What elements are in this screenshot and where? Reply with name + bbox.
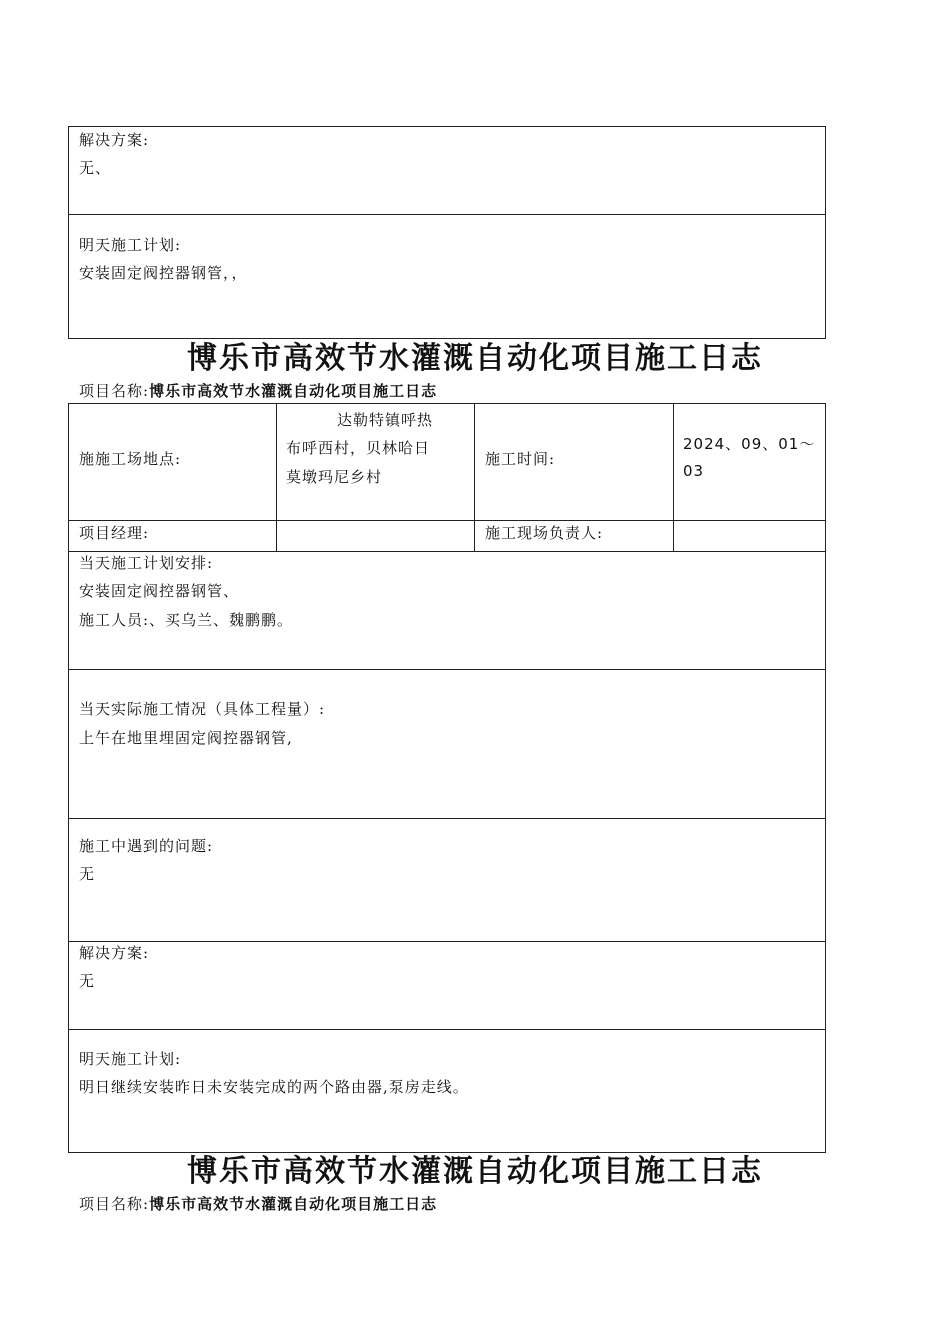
manager-row — [69, 521, 825, 551]
time-label: 施工时间: — [485, 450, 556, 468]
log-table — [68, 403, 826, 1153]
site-label: 施施工场地点: — [79, 450, 182, 468]
site-value-line1: 达勒特镇呼热 — [337, 411, 434, 429]
next-log-title: 博乐市高效节水灌溉自动化项目施工日志 — [187, 1154, 763, 1189]
tomorrow-plan-section — [69, 215, 825, 339]
project-name-value: 博乐市高效节水灌溉自动化项目施工日志 — [149, 382, 438, 400]
today-plan-label: 当天施工计划安排: — [79, 554, 214, 572]
next-project-name-label: 项目名称: — [79, 1195, 150, 1213]
solution-value: 无 — [79, 972, 96, 990]
tomorrow-plan-label: 明天施工计划: — [79, 236, 182, 254]
actual-work-section — [69, 670, 825, 818]
manager-label: 项目经理: — [79, 524, 150, 542]
project-name-label: 项目名称: — [79, 382, 150, 400]
problems-section — [69, 819, 825, 941]
header-row — [69, 404, 825, 521]
time-value-line2: 03 — [683, 462, 705, 480]
log-title: 博乐市高效节水灌溉自动化项目施工日志 — [187, 341, 763, 376]
next-project-name-value: 博乐市高效节水灌溉自动化项目施工日志 — [149, 1195, 438, 1213]
previous-log-table — [68, 126, 826, 339]
actual-work-value: 上午在地里埋固定阀控器钢管, — [79, 729, 293, 747]
project-name-line — [79, 380, 437, 401]
tomorrow-plan-value: 明日继续安装昨日未安装完成的两个路由器,泵房走线。 — [79, 1078, 469, 1096]
solution-label: 解决方案: — [79, 131, 150, 149]
solution-section — [69, 127, 825, 215]
solution-value: 无、 — [79, 159, 112, 177]
site-value-line2: 布呼西村，贝林哈日 — [286, 439, 431, 457]
solution-label: 解决方案: — [79, 944, 150, 962]
tomorrow-plan-section — [69, 1030, 825, 1152]
problems-label: 施工中遇到的问题: — [79, 837, 214, 855]
solution-section — [69, 942, 825, 1029]
today-plan-line2: 施工人员:、买乌兰、魏鹏鹏。 — [79, 611, 294, 629]
today-plan-section — [69, 552, 825, 669]
tomorrow-plan-label: 明天施工计划: — [79, 1050, 182, 1068]
today-plan-line1: 安装固定阀控器钢管、 — [79, 582, 240, 600]
site-value-line3: 莫墩玛尼乡村 — [286, 468, 383, 486]
time-value-line1: 2024、09、01～ — [683, 435, 816, 453]
onsite-lead-label: 施工现场负责人: — [485, 524, 604, 542]
tomorrow-plan-value: 安装固定阀控器钢管，， — [79, 264, 248, 282]
actual-work-label: 当天实际施工情况（具体工程量）: — [79, 700, 326, 718]
problems-value: 无 — [79, 865, 96, 883]
next-project-name-line — [79, 1193, 437, 1214]
